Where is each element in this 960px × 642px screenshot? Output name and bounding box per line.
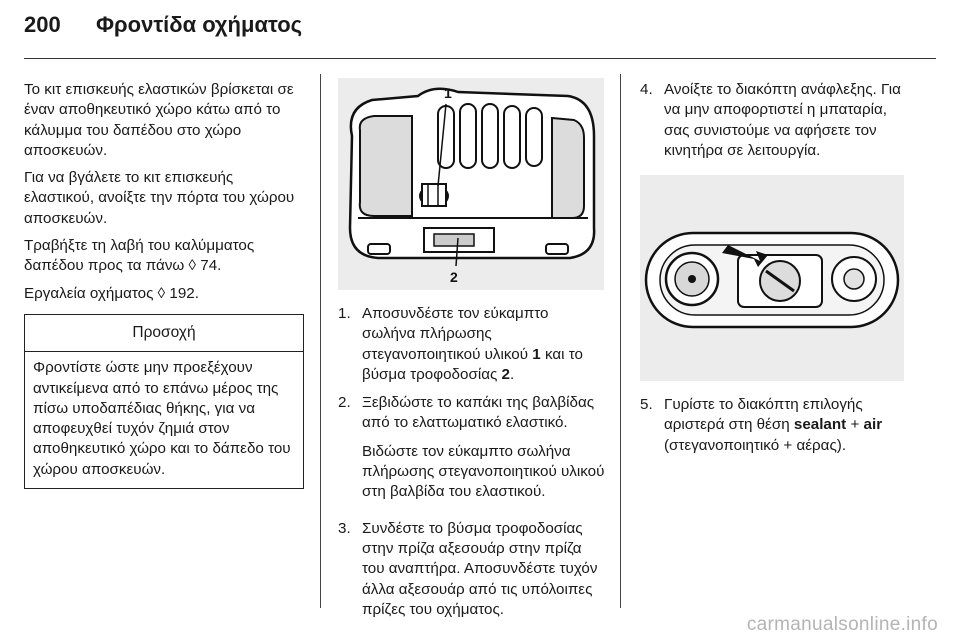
step-2: 2. Ξεβιδώστε το καπάκι της βαλβίδας από το ελαττωματικό ελαστικό. Βιδώστε τον εύκαμπτο σωλήνα πλήρωσης στεγανοποιητικού υλικού στη βαλβίδα του ελαστικού. [338, 394, 605, 501]
paragraph-kit-location: Το κιτ επισκευής ελαστικών βρίσκεται σε έναν αποθηκευτικό χώρο κάτω από το κάλυμμα του δαπέδου στο χώρο αποσκευών. [24, 81, 294, 159]
column-left [24, 80, 304, 489]
steps-list-2 [640, 80, 906, 161]
step-1: 1. Αποσυνδέστε τον εύκαμπτο σωλήνα πλήρωσης στεγανοποιητικού υλικού 1 και το βύσμα τροφοδοσίας 2. [338, 305, 583, 383]
page-ref-link[interactable]: 74. [200, 257, 222, 275]
warning-box [24, 314, 304, 489]
paragraph-vehicle-tools: Εργαλεία οχήματος ◊ 192. [24, 284, 199, 302]
step-3: 3. Συνδέστε το βύσμα τροφοδοσίας στην πρίζα αξεσουάρ στην πρίζα του αναπτήρα. Αποσυνδέστε τυχόν άλλα αξεσουάρ από τις υπόλοιπες πρίζες του οχήματος. [338, 519, 598, 618]
callout-1: 1 [444, 85, 452, 101]
page-number: 200 [24, 12, 61, 37]
page-ref-link[interactable]: 192. [169, 284, 199, 302]
column-divider-2 [620, 74, 621, 608]
figure-compressor [338, 78, 604, 290]
paragraph-remove-kit: Για να βγάλετε το κιτ επισκευής ελαστικού, ανοίξτε την πόρτα του χώρου αποσκευών. [24, 169, 295, 227]
paragraph-floor-cover: Τραβήξτε τη λαβή του καλύμματος δαπέδου προς τα πάνω ◊ 74. [24, 237, 255, 275]
column-divider-1 [320, 74, 321, 608]
step-5: 5. Γυρίστε το διακόπτη επιλογής αριστερά στη θέση sealant + air (στεγανοποιητικό + αέρας). [640, 396, 883, 454]
steps-list-3 [640, 395, 906, 456]
watermark: carmanualsonline.info [746, 614, 938, 635]
warning-body: Φροντίστε ώστε μην προεξέχουν αντικείμενα από το επάνω μέρος της πίσω υποδαπέδιας θήκης, για να αποφευχθεί τυχόν ζημιά στον αποθηκευτικό χώρο και το δάπεδο του χώρου αποσκευών. [33, 359, 291, 478]
warning-title: Προσοχή [25, 315, 303, 352]
page-header [24, 12, 302, 46]
column-middle [338, 78, 606, 628]
page-title: Φροντίδα οχήματος [96, 12, 303, 37]
column-right [640, 80, 906, 464]
header-divider [24, 58, 936, 59]
page-ref-icon: ◊ [188, 257, 197, 275]
callout-2: 2 [450, 269, 458, 285]
figure-selector-switch [640, 175, 904, 381]
steps-list-1 [338, 304, 606, 620]
page-ref-icon: ◊ [157, 284, 166, 302]
selector-switch-illustration [640, 175, 904, 381]
compressor-illustration [338, 78, 604, 290]
step-4: 4. Ανοίξτε το διακόπτη ανάφλεξης. Για να μην αποφορτιστεί η μπαταρία, σας συνιστούμε να αφήσετε τον κινητήρα σε λειτουργία. [640, 81, 901, 159]
